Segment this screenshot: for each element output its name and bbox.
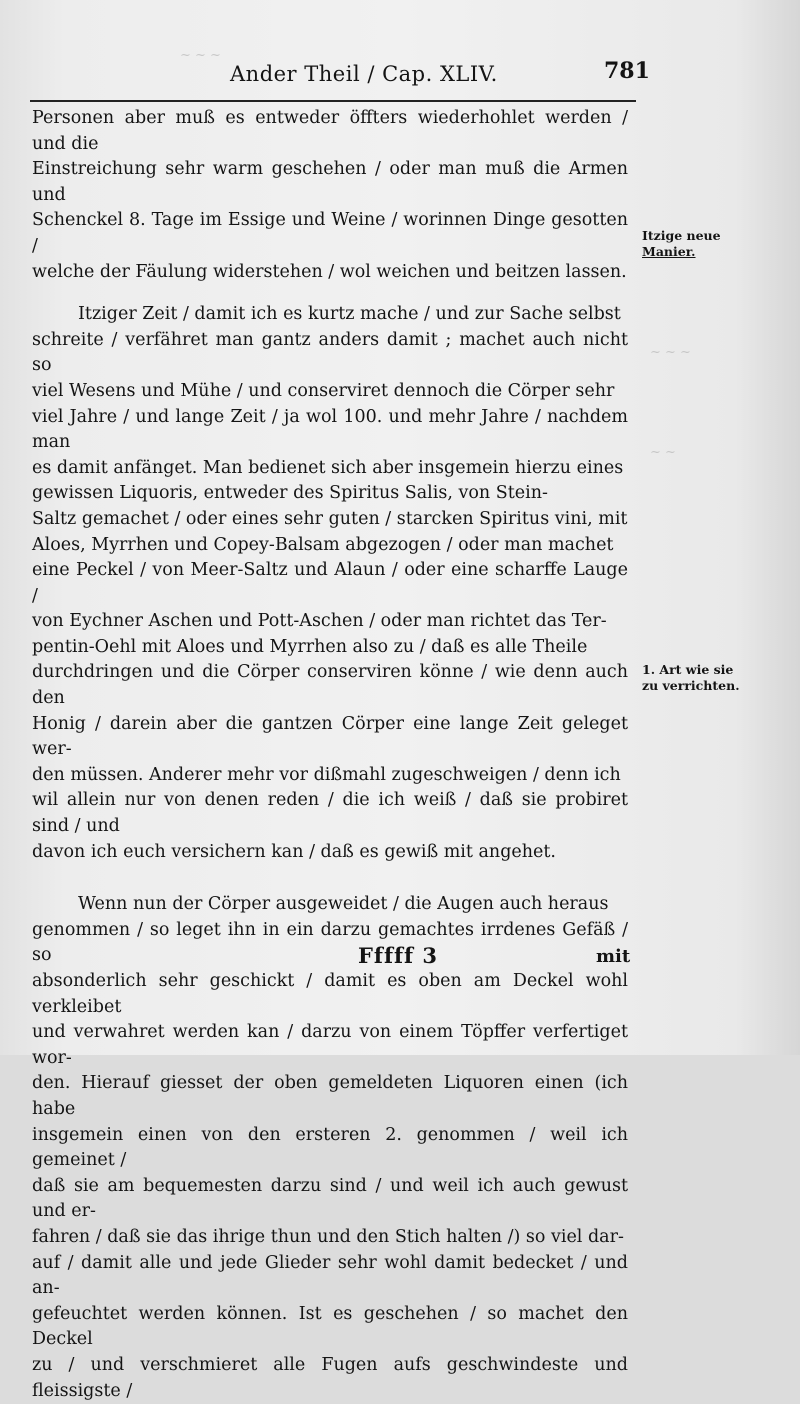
text-line: absonderlich sehr geschickt / damit es oben am Deckel wohl verkleibet	[32, 971, 628, 1017]
main-text	[32, 106, 631, 1404]
text-line: Itziger Zeit / damit ich es kurtz mache / und zur Sache selbst	[78, 304, 621, 325]
text-line: insgemein einen von den ersteren 2. genommen / weil ich gemeinet /	[32, 1124, 628, 1171]
text-line: auf / damit alle und jede Glieder sehr wohl damit bedecket / und an-	[32, 1252, 628, 1299]
text-line: gewissen Liquoris, entweder des Spiritus Salis, von Stein-	[32, 483, 548, 504]
show-through-text: ~ ~	[650, 445, 676, 460]
margin-note-line: Itzige neue	[642, 228, 721, 243]
text-line: welche der Fäulung widerstehen / wol weichen und beitzen lassen.	[32, 261, 627, 282]
text-line: daß sie am bequemesten darzu sind / und weil ich auch gewust und er-	[32, 1175, 628, 1222]
text-line: Einstreichung sehr warm geschehen / oder man muß die Armen und	[32, 159, 628, 205]
text-line: den müssen. Anderer mehr vor dißmahl zugeschweigen / denn ich	[32, 764, 621, 785]
text-line: viel Wesens und Mühe / und conserviret dennoch die Cörper sehr	[32, 380, 615, 401]
text-line: gefeuchtet werden können. Ist es geschehen / so machet den Deckel	[32, 1303, 628, 1350]
text-line: durchdringen und die Cörper conserviren könne / wie denn auch den	[32, 662, 628, 709]
page-number: 781	[604, 58, 650, 84]
text-line: Wenn nun der Cörper ausgeweidet / die Augen auch heraus	[78, 894, 609, 915]
text-line: fahren / daß sie das ihrige thun und den Stich halten /) so viel dar-	[32, 1226, 624, 1247]
text-line: davon ich euch versichern kan / daß es gewiß mit angehet.	[32, 841, 556, 862]
margin-note-line: zu verrichten.	[642, 678, 740, 693]
text-line: pentin-Oehl mit Aloes und Myrrhen also zu / daß es alle Theile	[32, 636, 588, 657]
show-through-text: ~ ~ ~	[650, 345, 691, 360]
text-line: Aloes, Myrrhen und Copey-Balsam abgezogen / oder man machet	[32, 534, 614, 555]
show-through-text: ~ ~ ~	[180, 48, 221, 63]
text-line: eine Peckel / von Meer-Saltz und Alaun / oder eine scharffe Lauge /	[32, 560, 628, 606]
running-header	[30, 52, 636, 102]
text-line: genommen / so leget ihn in ein darzu gemachtes irrdenes Gefäß / so	[32, 919, 628, 966]
text-line: schreite / verfähret man gantz anders damit ; machet auch nicht so	[32, 329, 628, 376]
text-line: den. Hierauf giesset der oben gemeldeten Liquoren einen (ich habe	[32, 1073, 628, 1119]
text-line: Saltz gemachet / oder eines sehr guten / starcken Spiritus vini, mit	[32, 508, 628, 529]
margin-note	[642, 662, 782, 694]
text-line: es damit anfänget. Man bedienet sich aber insgemein hierzu eines	[32, 457, 624, 478]
text-line: Honig / darein aber die gantzen Cörper eine lange Zeit geleget wer-	[32, 713, 628, 760]
text-line: und verwahret werden kan / darzu von einem Töpffer verfertiget wor-	[32, 1022, 628, 1068]
margin-note-line: 1. Art wie sie	[642, 662, 734, 677]
text-line: Schenckel 8. Tage im Essige und Weine / worinnen Dinge gesotten /	[32, 210, 628, 256]
paragraph-3	[32, 892, 631, 1404]
paragraph-2	[32, 302, 628, 865]
text-line: viel Jahre / und lange Zeit / ja wol 100. und mehr Jahre / nachdem man	[32, 406, 628, 453]
text-line: zu / und verschmieret alle Fugen aufs geschwindeste und fleissigste /	[32, 1354, 628, 1401]
text-line: von Eychner Aschen und Pott-Aschen / oder man richtet das Ter-	[32, 611, 607, 632]
text-line: wil allein nur von denen reden / die ich weiß / daß sie probiret sind / und	[32, 790, 628, 837]
catchword: mit	[596, 946, 631, 967]
text-line: Personen aber muß es entweder öffters wiederhohlet werden / und die	[32, 108, 628, 154]
margin-note	[642, 228, 782, 260]
signature-mark: Fffff 3	[358, 943, 438, 968]
paragraph-1	[32, 106, 628, 285]
margin-note-line: Manier.	[642, 244, 696, 259]
running-title: Ander Theil / Cap. XLIV.	[230, 62, 498, 86]
